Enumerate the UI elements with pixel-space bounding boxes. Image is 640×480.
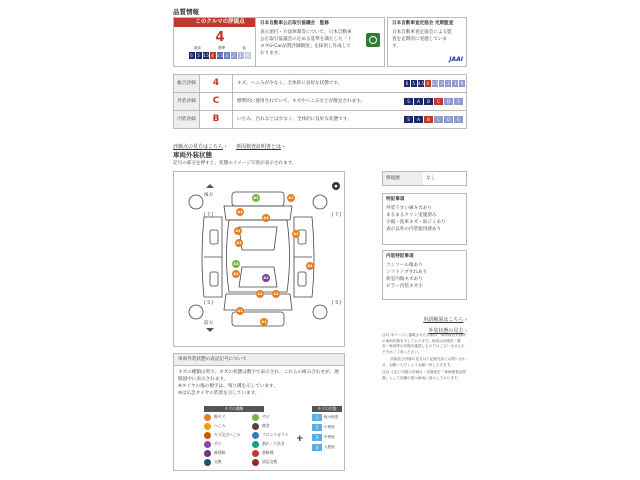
repair-history-label: 修復歴: [383, 172, 423, 185]
score-scale-step: 3: [225, 53, 228, 58]
jaai-card: [387, 17, 467, 67]
rating-row: [173, 74, 467, 93]
kind-label: 修理跡: [214, 450, 226, 455]
special-note-item: 外装うすい線キズあり: [386, 206, 432, 211]
car-diagram: [173, 171, 345, 347]
rating-scale-step: 5: [412, 81, 416, 86]
kind-swatch-icon: [252, 423, 259, 430]
kind-swatch-icon: [204, 414, 211, 421]
kind-label: サビ: [214, 441, 222, 446]
repair-history: [382, 171, 467, 186]
kind-label: へこみ: [214, 423, 226, 428]
kind-swatch-icon: [252, 441, 259, 448]
score-scale-step: 4.5: [202, 53, 209, 58]
right-side-label: [ 7 ]: [332, 213, 342, 218]
damage-marker[interactable]: A1: [236, 241, 242, 245]
kind-swatch-icon: [252, 432, 259, 439]
interior-note-item: シフトノブすれあり: [386, 270, 428, 275]
damage-marker[interactable]: A1: [235, 229, 241, 233]
rating-scale-step: 2: [447, 81, 450, 86]
rating-label: 総合評価: [174, 75, 200, 92]
rating-row: [173, 93, 467, 111]
special-notes: [382, 193, 467, 245]
state-item: [312, 422, 342, 432]
rating-scale-step: B: [424, 116, 433, 123]
how-to-read-link-wrap[interactable]: 評価点の見方はこちら ›: [173, 144, 227, 150]
damage-marker[interactable]: A1: [237, 210, 243, 214]
damage-marker[interactable]: A1: [263, 276, 269, 280]
kind-label: キズ及びへこみ: [214, 432, 241, 437]
rating-scale-step: S: [404, 98, 413, 105]
rating-label: 外装評価: [174, 93, 200, 110]
kind-title: キズの種類: [204, 406, 264, 412]
rating-scale-step: C: [434, 98, 443, 105]
damage-marker[interactable]: ●: [332, 182, 340, 190]
state-title: キズの状態: [312, 406, 342, 412]
rating-scale-step: A: [414, 98, 423, 105]
interior-note-item: 荷室内傷キズあり: [386, 277, 423, 282]
rating-scale-step: 6: [405, 81, 409, 86]
kind-item: [252, 430, 300, 439]
rating-desc: 標準的に使用されていて、キズやへこみなどが散見されます。: [237, 99, 366, 104]
kind-item: [252, 457, 300, 466]
scale-mid-label: 標準: [218, 46, 226, 50]
rating-scale-step: E: [454, 98, 463, 105]
ratings-table: [173, 74, 467, 129]
state-item: [312, 442, 342, 452]
state-label: 中程度: [324, 435, 335, 439]
state-label: 大程度: [324, 445, 335, 449]
exterior-list-link[interactable]: 外装状態の見方: [428, 328, 464, 334]
jaai-title: 日本自動車査定協会 定期監査: [392, 21, 454, 26]
left-side-label: [ 7 ]: [204, 213, 214, 218]
jaai-body: 日本自動車査定協会による監査を定期的に実施しています。: [392, 30, 452, 49]
kind-swatch-icon: [252, 459, 259, 466]
plus-sign: +: [296, 434, 304, 444]
kind-label: 部品交換: [262, 459, 278, 464]
left-side-label-2: [ 5 ]: [204, 301, 214, 306]
how-to-read-link[interactable]: 評価点の見方はこちら: [173, 144, 224, 150]
kind-label: フロントガラス: [262, 432, 289, 437]
rating-scale-step: A: [414, 116, 423, 123]
rating-scale-step: D: [444, 98, 453, 105]
state-badge: 1: [312, 414, 322, 421]
interior-note-item: コンソール傷あり: [386, 263, 423, 268]
damage-marker[interactable]: A1: [261, 320, 267, 324]
score-scale-step: 6: [190, 53, 193, 58]
footnote: 注1) 本ページに掲載された評価は、車両検査実施時の車両状態を示しております。検査は冷暖房・騒音・車両等の状態を確認しものではございませんので予めご了承ください。: [382, 333, 466, 354]
kind-swatch-icon: [204, 441, 211, 448]
scale-high-label: 低: [242, 46, 246, 50]
kind-swatch-icon: [204, 459, 211, 466]
rating-scale-step: E: [454, 116, 463, 123]
rating-scale-step: D: [444, 116, 453, 123]
interior-notes-title: 内装特記事項: [386, 254, 414, 259]
score-scale-step: R: [246, 53, 249, 58]
footnotes: [382, 333, 467, 381]
state-label: 極小程度: [324, 415, 339, 419]
rating-scale-step: B: [424, 98, 433, 105]
score-scale: [174, 52, 266, 59]
special-note-item: 小傷・洗車キズ・雨ジミあり: [386, 220, 446, 225]
kind-item: [252, 412, 300, 421]
assoc-card: [255, 17, 385, 67]
front-label: 前方: [204, 321, 214, 326]
special-notes-title: 特記事項: [386, 197, 405, 202]
glossary-link-wrap[interactable]: 用語解説はこちら ›: [423, 317, 467, 323]
state-item: [312, 412, 342, 422]
footnote: 注2) 上記と同様の評価点・状態表を『車両検査証明書』として店舗の展示車両に表示しております。: [382, 370, 466, 380]
rating-scale-step: 1: [453, 81, 457, 86]
right-side-label-2: [ 5 ]: [332, 301, 342, 306]
rating-desc: いたみ、汚れなどは少なく、全体的に良好な状態です。: [237, 117, 352, 122]
score-scale-step: 2: [232, 53, 235, 58]
assoc-logo-icon: [366, 33, 380, 47]
inspection-link-wrap[interactable]: 車両検査証明書とは ›: [236, 144, 285, 150]
rating-desc: キズ、へこみが少なく、全体的に良好な状態です。: [237, 81, 343, 86]
rating-scale-step: 4: [426, 81, 429, 86]
rating-scale-step: C: [434, 116, 443, 123]
car-score-value: 4: [215, 30, 225, 45]
legend-box: [173, 353, 345, 471]
kind-label: サビ: [262, 414, 270, 419]
state-item: [312, 432, 342, 442]
kind-label: 割れ・穴あき: [262, 441, 285, 446]
kind-swatch-icon: [204, 450, 211, 457]
damage-marker[interactable]: A1: [233, 272, 239, 276]
state-badge: 3: [312, 434, 322, 441]
state-badge: 4: [312, 444, 322, 451]
car-score-card: [173, 17, 267, 67]
rating-scale: [404, 80, 466, 87]
legend-body: キズの種類は英字、キズの状態は数字で表示され、これらの組み合わせが、展開図中に表示されます。 ※タイヤの傷の数字は、残り溝を示しています。 ※は広急タイヤの装着を示しています。: [178, 370, 339, 396]
assoc-title: 日本自動車公正取引協議会 監修: [260, 21, 329, 26]
rating-scale-step: 4.5: [417, 81, 425, 86]
legend-title: 車両外装状態の表記記号について: [174, 354, 344, 366]
kind-swatch-icon: [252, 414, 259, 421]
kind-swatch-icon: [252, 450, 259, 457]
kind-swatch-icon: [204, 432, 211, 439]
interior-note-item: ピラー内装キズ小: [386, 284, 423, 289]
damage-marker[interactable]: A1: [253, 196, 259, 200]
score-scale-step: 3.5: [216, 53, 223, 58]
kind-swatch-icon: [204, 423, 211, 430]
rating-row: [173, 111, 467, 129]
kind-label: 交換: [214, 459, 222, 464]
rating-scale: [404, 116, 466, 123]
glossary-link[interactable]: 用語解説はこちら: [423, 317, 464, 323]
rating-grade: 4: [200, 75, 233, 92]
kind-item: [252, 439, 300, 448]
damage-marker[interactable]: A1: [263, 216, 269, 220]
rating-scale-step: R: [460, 81, 464, 86]
state-badge: 2: [312, 424, 322, 431]
score-scale-step: 4: [211, 53, 214, 58]
footnote: 詳細及び評価の見方は下記販売店にお問い合わせ、記載いただくようお願い申し上げます。: [382, 357, 466, 367]
scale-low-label: 最高: [194, 46, 201, 50]
exterior-subtitle: 記号の部分を押すと、状態のイメージ写真が表示されます。: [173, 161, 297, 166]
damage-marker[interactable]: A1: [237, 309, 243, 313]
rear-label: 後方: [204, 193, 214, 198]
special-note-item: まるまるクリン実施済み: [386, 213, 437, 218]
repair-history-value: なし: [426, 176, 436, 181]
damage-marker[interactable]: A1: [233, 262, 239, 266]
kind-list-2: [252, 412, 300, 466]
inspection-link[interactable]: 車両検査証明書とは: [236, 144, 282, 150]
interior-notes: [382, 250, 467, 300]
car-score-header: このクルマの評価点: [174, 18, 266, 27]
assoc-body: 表示項目・方法体制等について、日本自動車公正取引協議会の定める基準を満たした「トヨタU-Car品質評価制度」を採用し作成しております。: [260, 30, 352, 56]
damage-marker[interactable]: A1: [273, 292, 279, 296]
state-label: 小程度: [324, 425, 335, 429]
rating-grade: C: [200, 93, 233, 110]
rating-grade: B: [200, 111, 233, 128]
exterior-title: 車両外装状態: [173, 151, 212, 159]
kind-item: [252, 421, 300, 430]
damage-marker[interactable]: A1: [257, 292, 263, 296]
rating-scale-step: 3: [440, 81, 443, 86]
rating-scale: [404, 98, 466, 105]
score-scale-step: 5: [197, 53, 200, 58]
score-scale-step: 1: [239, 53, 242, 58]
kind-item: [252, 448, 300, 457]
kind-label: 要修理: [262, 450, 274, 455]
kind-label: 線キズ: [214, 414, 226, 419]
kind-label: 腐食: [262, 423, 270, 428]
jaai-logo: JAAI: [449, 56, 463, 63]
rating-label: 内装評価: [174, 111, 200, 128]
damage-marker[interactable]: A1: [307, 264, 313, 268]
rating-scale-step: S: [404, 116, 413, 123]
state-list: [312, 406, 342, 452]
damage-marker[interactable]: A1: [293, 232, 299, 236]
section-title: 品質情報: [173, 8, 199, 16]
rating-scale-step: 3.5: [431, 81, 438, 86]
exterior-list-link-wrap[interactable]: 外装状態の見方 ›: [428, 328, 467, 334]
special-note-item: 表示以外の内装使用感あり: [386, 227, 442, 232]
damage-marker[interactable]: A1: [288, 196, 294, 200]
